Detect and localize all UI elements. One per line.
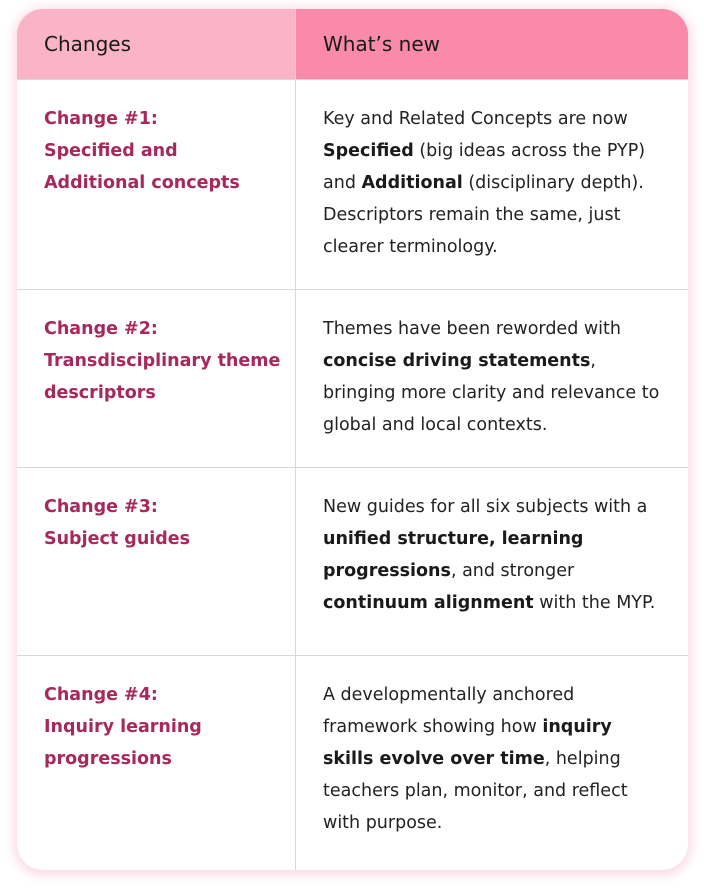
desc-text: Key and Related Concepts are now — [323, 109, 628, 129]
change-description — [323, 103, 666, 263]
change-label-cell — [17, 290, 296, 467]
change-title-line: Additional concepts — [44, 173, 240, 193]
change-description-cell — [296, 80, 688, 289]
desc-text: , helping teachers plan, monitor, and reflect with purpose. — [323, 749, 628, 833]
change-title-line: Subject guides — [44, 529, 191, 549]
desc-bold-text: continuum alignment — [323, 593, 534, 613]
change-title-line: Specified and — [44, 141, 178, 161]
change-description — [323, 679, 666, 839]
change-description — [323, 491, 666, 619]
change-title-line: descriptors — [44, 383, 156, 403]
table-row — [17, 289, 688, 467]
desc-text: (big ideas across the PYP) and — [323, 141, 646, 193]
table-row — [17, 467, 688, 655]
header-changes: Changes — [17, 9, 296, 79]
desc-text: New guides for all six subjects with a — [323, 497, 648, 517]
desc-text: A developmentally anchored framework showing how — [323, 685, 575, 737]
changes-table-card — [17, 9, 688, 870]
change-title-line: Transdisciplinary theme — [44, 351, 281, 371]
desc-bold-text: unified structure, learning progressions — [323, 529, 584, 581]
desc-text: Themes have been reworded with — [323, 319, 621, 339]
change-number: Change #3: — [44, 497, 158, 517]
change-description — [323, 313, 666, 441]
change-number: Change #4: — [44, 685, 158, 705]
change-title-line: progressions — [44, 749, 172, 769]
change-label-cell — [17, 468, 296, 655]
desc-bold-text: inquiry skills evolve over time — [323, 717, 612, 769]
desc-text: with the MYP. — [533, 593, 656, 613]
table-row — [17, 79, 688, 289]
change-label-cell — [17, 656, 296, 870]
change-number: Change #1: — [44, 109, 158, 129]
change-description-cell — [296, 468, 688, 655]
desc-text: , and stronger — [450, 561, 575, 581]
desc-text: , bringing more clarity and relevance to global and local contexts. — [323, 351, 660, 435]
desc-bold-text: Specified — [323, 141, 414, 161]
change-description-cell — [296, 290, 688, 467]
desc-bold-text: Additional — [361, 173, 463, 193]
change-label-cell — [17, 80, 296, 289]
table-row — [17, 655, 688, 870]
change-description-cell — [296, 656, 688, 870]
header-whats-new: What’s new — [296, 9, 688, 79]
table-header — [17, 9, 688, 79]
desc-bold-text: concise driving statements — [323, 351, 591, 371]
desc-text: (disciplinary depth). Descriptors remain the same, just clearer terminology. — [323, 173, 644, 257]
change-title-line: Inquiry learning — [44, 717, 202, 737]
change-number: Change #2: — [44, 319, 158, 339]
